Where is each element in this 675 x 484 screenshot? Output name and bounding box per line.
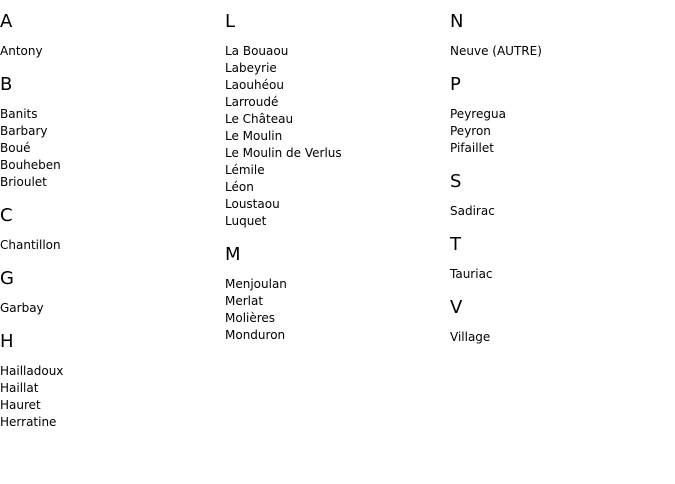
list-item bbox=[225, 196, 445, 213]
place-link[interactable]: Chantillon bbox=[0, 238, 61, 252]
letter-heading: C bbox=[0, 205, 13, 226]
letter-group bbox=[0, 73, 220, 191]
entry-list bbox=[450, 329, 670, 346]
place-link[interactable]: Monduron bbox=[225, 328, 286, 342]
entry-list bbox=[450, 43, 670, 60]
entry-list bbox=[0, 43, 220, 60]
letter-group bbox=[0, 10, 220, 60]
list-item bbox=[225, 77, 445, 94]
place-link[interactable]: Loustaou bbox=[225, 197, 280, 211]
list-item bbox=[0, 397, 220, 414]
place-link[interactable]: Tauriac bbox=[450, 267, 493, 281]
list-item bbox=[0, 237, 220, 254]
place-link[interactable]: Laouhéou bbox=[225, 78, 284, 92]
letter-group bbox=[450, 233, 670, 283]
place-link[interactable]: La Bouaou bbox=[225, 44, 289, 58]
place-link[interactable]: Labeyrie bbox=[225, 61, 277, 75]
entry-list bbox=[0, 363, 220, 431]
list-item bbox=[225, 162, 445, 179]
letter-group bbox=[225, 243, 445, 344]
list-item bbox=[225, 128, 445, 145]
list-item bbox=[225, 111, 445, 128]
list-item bbox=[0, 157, 220, 174]
letter-group bbox=[0, 267, 220, 317]
list-item bbox=[450, 329, 670, 346]
list-item bbox=[225, 293, 445, 310]
letter-group bbox=[450, 10, 670, 60]
list-item bbox=[0, 106, 220, 123]
letter-group bbox=[450, 296, 670, 346]
list-item bbox=[225, 60, 445, 77]
place-link[interactable]: Neuve (AUTRE) bbox=[450, 44, 542, 58]
list-item bbox=[225, 145, 445, 162]
list-item bbox=[0, 43, 220, 60]
letter-heading: B bbox=[0, 74, 13, 95]
place-link[interactable]: Hauret bbox=[0, 398, 41, 412]
place-link[interactable]: Barbary bbox=[0, 124, 48, 138]
place-link[interactable]: Pifaillet bbox=[450, 141, 494, 155]
entry-list bbox=[450, 203, 670, 220]
list-item bbox=[225, 43, 445, 60]
index-column-1 bbox=[0, 10, 220, 444]
letter-group bbox=[0, 204, 220, 254]
place-link[interactable]: Léon bbox=[225, 180, 254, 194]
list-item bbox=[0, 174, 220, 191]
place-link[interactable]: Molières bbox=[225, 311, 276, 325]
place-link[interactable]: Bouheben bbox=[0, 158, 61, 172]
letter-heading: A bbox=[0, 11, 13, 32]
letter-heading: L bbox=[225, 11, 236, 32]
entry-list bbox=[0, 237, 220, 254]
letter-group bbox=[450, 73, 670, 157]
list-item bbox=[450, 106, 670, 123]
letter-heading: G bbox=[0, 268, 14, 289]
list-item bbox=[450, 43, 670, 60]
entry-list bbox=[450, 106, 670, 157]
list-item bbox=[0, 140, 220, 157]
letter-heading: P bbox=[450, 74, 461, 95]
index-column-3 bbox=[450, 10, 670, 359]
place-link[interactable]: Village bbox=[450, 330, 491, 344]
place-link[interactable]: Sadirac bbox=[450, 204, 495, 218]
place-link[interactable]: Garbay bbox=[0, 301, 44, 315]
list-item bbox=[225, 310, 445, 327]
list-item bbox=[450, 123, 670, 140]
list-item bbox=[225, 327, 445, 344]
list-item bbox=[225, 94, 445, 111]
letter-heading: V bbox=[450, 297, 463, 318]
list-item bbox=[0, 123, 220, 140]
list-item bbox=[0, 300, 220, 317]
list-item bbox=[225, 179, 445, 196]
place-link[interactable]: Le Moulin bbox=[225, 129, 283, 143]
place-link[interactable]: Lémile bbox=[225, 163, 265, 177]
place-link[interactable]: Herratine bbox=[0, 415, 57, 429]
entry-list bbox=[225, 43, 445, 230]
list-item bbox=[0, 380, 220, 397]
place-link[interactable]: Boué bbox=[0, 141, 31, 155]
place-link[interactable]: Larroudé bbox=[225, 95, 279, 109]
index-column-2 bbox=[225, 10, 445, 357]
letter-group bbox=[450, 170, 670, 220]
entry-list bbox=[0, 106, 220, 191]
place-link[interactable]: Le Château bbox=[225, 112, 294, 126]
letter-heading: H bbox=[0, 331, 14, 352]
letter-group bbox=[225, 10, 445, 230]
list-item bbox=[0, 363, 220, 380]
place-link[interactable]: Haillat bbox=[0, 381, 39, 395]
list-item bbox=[225, 213, 445, 230]
place-link[interactable]: Peyregua bbox=[450, 107, 506, 121]
entry-list bbox=[0, 300, 220, 317]
place-link[interactable]: Le Moulin de Verlus bbox=[225, 146, 342, 160]
place-link[interactable]: Antony bbox=[0, 44, 43, 58]
place-link[interactable]: Luquet bbox=[225, 214, 267, 228]
list-item bbox=[450, 203, 670, 220]
letter-heading: N bbox=[450, 11, 464, 32]
letter-heading: T bbox=[450, 234, 461, 255]
place-link[interactable]: Brioulet bbox=[0, 175, 47, 189]
letter-heading: S bbox=[450, 171, 462, 192]
entry-list bbox=[450, 266, 670, 283]
list-item bbox=[450, 266, 670, 283]
list-item bbox=[450, 140, 670, 157]
letter-group bbox=[0, 330, 220, 431]
list-item bbox=[225, 276, 445, 293]
place-link[interactable]: Hailladoux bbox=[0, 364, 64, 378]
letter-heading: M bbox=[225, 244, 241, 265]
entry-list bbox=[225, 276, 445, 344]
place-link[interactable]: Banits bbox=[0, 107, 38, 121]
list-item bbox=[0, 414, 220, 431]
place-link[interactable]: Menjoulan bbox=[225, 277, 287, 291]
place-link[interactable]: Peyron bbox=[450, 124, 491, 138]
place-link[interactable]: Merlat bbox=[225, 294, 264, 308]
